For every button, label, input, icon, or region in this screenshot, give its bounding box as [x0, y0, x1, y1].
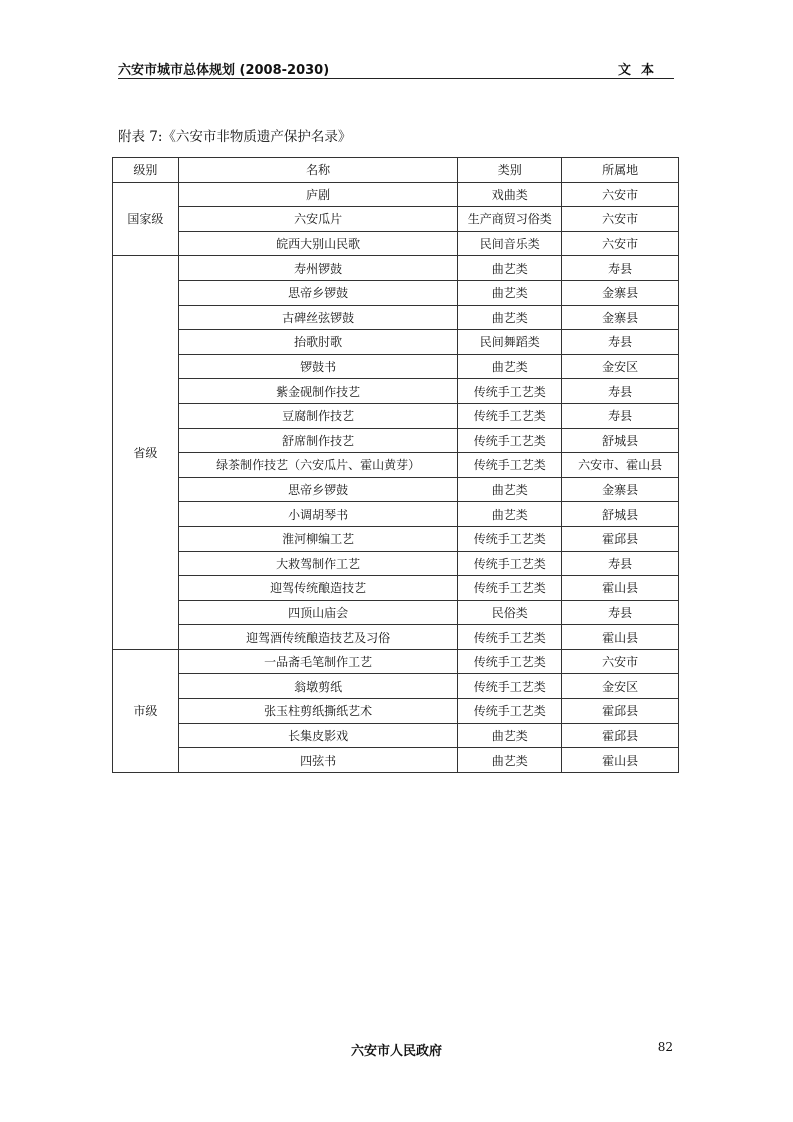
name-cell: 抬歌肘歌: [178, 330, 458, 355]
table-row: [113, 477, 679, 502]
location-cell: 寿县: [562, 403, 679, 428]
table-row: [113, 453, 679, 478]
heritage-table: [112, 157, 679, 773]
table-row: [113, 207, 679, 232]
name-cell: 古碑丝弦锣鼓: [178, 305, 458, 330]
name-cell: 思帝乡锣鼓: [178, 477, 458, 502]
location-cell: 霍邱县: [562, 526, 679, 551]
location-cell: 金安区: [562, 674, 679, 699]
category-cell: 曲艺类: [458, 477, 562, 502]
category-cell: 民俗类: [458, 600, 562, 625]
category-cell: 传统手工艺类: [458, 428, 562, 453]
table-row: [113, 600, 679, 625]
name-cell: 四顶山庙会: [178, 600, 458, 625]
column-header-category: 类别: [458, 158, 562, 183]
column-header-level: 级别: [113, 158, 179, 183]
table-row: [113, 723, 679, 748]
table-row: [113, 280, 679, 305]
table-row: [113, 748, 679, 773]
location-cell: 六安市: [562, 649, 679, 674]
category-cell: 传统手工艺类: [458, 453, 562, 478]
table-row: [113, 649, 679, 674]
category-cell: 曲艺类: [458, 256, 562, 281]
location-cell: 金寨县: [562, 280, 679, 305]
name-cell: 六安瓜片: [178, 207, 458, 232]
table-row: [113, 379, 679, 404]
location-cell: 舒城县: [562, 428, 679, 453]
level-cell: 省级: [113, 256, 179, 650]
table-row: [113, 551, 679, 576]
footer-issuer: 六安市人民政府: [350, 1044, 442, 1059]
location-cell: 六安市: [562, 182, 679, 207]
name-cell: 锣鼓书: [178, 354, 458, 379]
table-row: [113, 403, 679, 428]
name-cell: 四弦书: [178, 748, 458, 773]
table-row: [113, 182, 679, 207]
location-cell: 霍山县: [562, 748, 679, 773]
table-body: [113, 182, 679, 772]
table-row: [113, 674, 679, 699]
category-cell: 传统手工艺类: [458, 551, 562, 576]
category-cell: 曲艺类: [458, 305, 562, 330]
table-row: [113, 305, 679, 330]
name-cell: 紫金砚制作技艺: [178, 379, 458, 404]
document-type: 文本: [617, 63, 664, 78]
name-cell: 小调胡琴书: [178, 502, 458, 527]
table-row: [113, 576, 679, 601]
name-cell: 长集皮影戏: [178, 723, 458, 748]
page-header: [118, 56, 674, 79]
table-row: [113, 502, 679, 527]
location-cell: 寿县: [562, 379, 679, 404]
name-cell: 淮河柳编工艺: [178, 526, 458, 551]
table-row: [113, 699, 679, 724]
name-cell: 舒席制作技艺: [178, 428, 458, 453]
table-row: [113, 526, 679, 551]
name-cell: 迎驾酒传统酿造技艺及习俗: [178, 625, 458, 650]
category-cell: 传统手工艺类: [458, 403, 562, 428]
column-header-name: 名称: [178, 158, 458, 183]
level-cell: 国家级: [113, 182, 179, 256]
name-cell: 绿茶制作技艺（六安瓜片、霍山黄芽）: [178, 453, 458, 478]
column-header-location: 所属地: [562, 158, 679, 183]
location-cell: 寿县: [562, 330, 679, 355]
location-cell: 霍邱县: [562, 699, 679, 724]
name-cell: 一品斋毛笔制作工艺: [178, 649, 458, 674]
category-cell: 曲艺类: [458, 748, 562, 773]
category-cell: 传统手工艺类: [458, 625, 562, 650]
page-number: 82: [657, 1040, 673, 1054]
location-cell: 金安区: [562, 354, 679, 379]
location-cell: 六安市: [562, 231, 679, 256]
location-cell: 寿县: [562, 600, 679, 625]
table-caption: 附表 7:《六安市非物质遗产保护名录》: [118, 129, 352, 145]
name-cell: 翁墩剪纸: [178, 674, 458, 699]
location-cell: 霍山县: [562, 576, 679, 601]
location-cell: 寿县: [562, 256, 679, 281]
table-row: [113, 428, 679, 453]
name-cell: 皖西大别山民歌: [178, 231, 458, 256]
table-header-row: [113, 158, 679, 183]
category-cell: 传统手工艺类: [458, 526, 562, 551]
category-cell: 传统手工艺类: [458, 576, 562, 601]
table-row: [113, 625, 679, 650]
table-row: [113, 330, 679, 355]
location-cell: 金寨县: [562, 305, 679, 330]
location-cell: 霍邱县: [562, 723, 679, 748]
category-cell: 民间音乐类: [458, 231, 562, 256]
category-cell: 曲艺类: [458, 280, 562, 305]
name-cell: 迎驾传统酿造技艺: [178, 576, 458, 601]
location-cell: 舒城县: [562, 502, 679, 527]
category-cell: 传统手工艺类: [458, 674, 562, 699]
category-cell: 传统手工艺类: [458, 649, 562, 674]
name-cell: 庐剧: [178, 182, 458, 207]
location-cell: 六安市: [562, 207, 679, 232]
name-cell: 思帝乡锣鼓: [178, 280, 458, 305]
category-cell: 传统手工艺类: [458, 699, 562, 724]
category-cell: 曲艺类: [458, 723, 562, 748]
table-row: [113, 256, 679, 281]
category-cell: 曲艺类: [458, 502, 562, 527]
table-row: [113, 231, 679, 256]
location-cell: 寿县: [562, 551, 679, 576]
name-cell: 张玉柱剪纸撕纸艺术: [178, 699, 458, 724]
document-title: 六安市城市总体规划 (2008-2030): [118, 63, 330, 78]
level-cell: 市级: [113, 649, 179, 772]
category-cell: 曲艺类: [458, 354, 562, 379]
category-cell: 戏曲类: [458, 182, 562, 207]
location-cell: 六安市、霍山县: [562, 453, 679, 478]
category-cell: 民间舞蹈类: [458, 330, 562, 355]
name-cell: 大救驾制作工艺: [178, 551, 458, 576]
location-cell: 金寨县: [562, 477, 679, 502]
location-cell: 霍山县: [562, 625, 679, 650]
category-cell: 传统手工艺类: [458, 379, 562, 404]
name-cell: 豆腐制作技艺: [178, 403, 458, 428]
category-cell: 生产商贸习俗类: [458, 207, 562, 232]
table-row: [113, 354, 679, 379]
name-cell: 寿州锣鼓: [178, 256, 458, 281]
